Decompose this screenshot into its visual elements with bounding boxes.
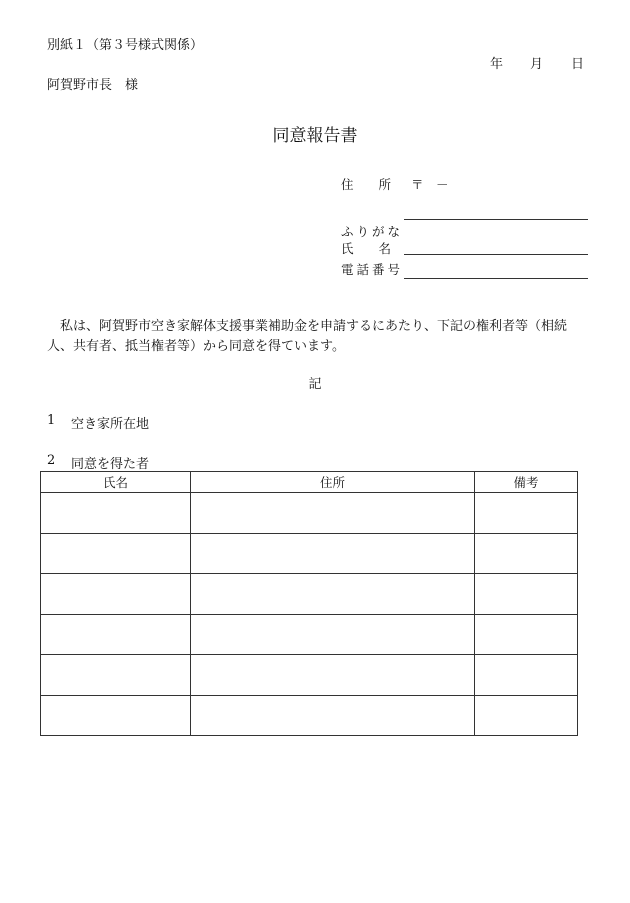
record-heading: 記	[308, 377, 322, 392]
address-cell[interactable]	[191, 533, 475, 574]
address-label: 住 所	[341, 177, 392, 192]
column-header-address: 住所	[191, 472, 475, 493]
consent-table	[40, 471, 578, 736]
name-line	[404, 254, 588, 255]
address-cell[interactable]	[191, 574, 475, 615]
furigana-label: ふりがな	[341, 224, 404, 239]
name-cell[interactable]	[41, 574, 191, 615]
address-cell[interactable]	[191, 493, 475, 534]
document-title: 同意報告書	[272, 126, 358, 146]
body-text-line-2: 人、共有者、抵当権者等）から同意を得ています。	[47, 339, 345, 354]
column-header-remarks: 備考	[475, 472, 578, 493]
table-row	[41, 695, 578, 736]
furigana-line	[404, 219, 588, 220]
table-header-row	[41, 472, 578, 493]
table-row	[41, 614, 578, 655]
name-cell[interactable]	[41, 614, 191, 655]
remarks-cell[interactable]	[475, 655, 578, 696]
phone-label: 電話番号	[341, 262, 404, 277]
remarks-cell[interactable]	[475, 614, 578, 655]
name-cell[interactable]	[41, 695, 191, 736]
name-label: 氏 名	[341, 241, 392, 256]
date-day-label: 日	[571, 57, 585, 72]
remarks-cell[interactable]	[475, 574, 578, 615]
name-cell[interactable]	[41, 533, 191, 574]
name-cell[interactable]	[41, 655, 191, 696]
remarks-cell[interactable]	[475, 695, 578, 736]
item-2-number: 2	[47, 453, 56, 468]
date-year-label: 年	[490, 57, 504, 72]
address-cell[interactable]	[191, 655, 475, 696]
item-2-label: 同意を得た者	[71, 457, 150, 472]
phone-line	[404, 278, 588, 279]
attachment-label: 別紙１（第３号様式関係）	[47, 38, 204, 53]
table-row	[41, 533, 578, 574]
remarks-cell[interactable]	[475, 493, 578, 534]
address-cell[interactable]	[191, 695, 475, 736]
postal-code-prefix: 〒 －	[411, 177, 449, 192]
table-row	[41, 655, 578, 696]
item-1-label: 空き家所在地	[71, 417, 150, 432]
item-1-number: 1	[47, 413, 56, 428]
address-cell[interactable]	[191, 614, 475, 655]
body-text-line-1: 私は、阿賀野市空き家解体支援事業補助金を申請するにあたり、下記の権利者等（相続	[60, 319, 568, 334]
table-row	[41, 493, 578, 534]
name-cell[interactable]	[41, 493, 191, 534]
table-row	[41, 574, 578, 615]
date-month-label: 月	[530, 57, 544, 72]
addressee: 阿賀野市長 様	[47, 78, 139, 93]
remarks-cell[interactable]	[475, 533, 578, 574]
column-header-name: 氏名	[41, 472, 191, 493]
